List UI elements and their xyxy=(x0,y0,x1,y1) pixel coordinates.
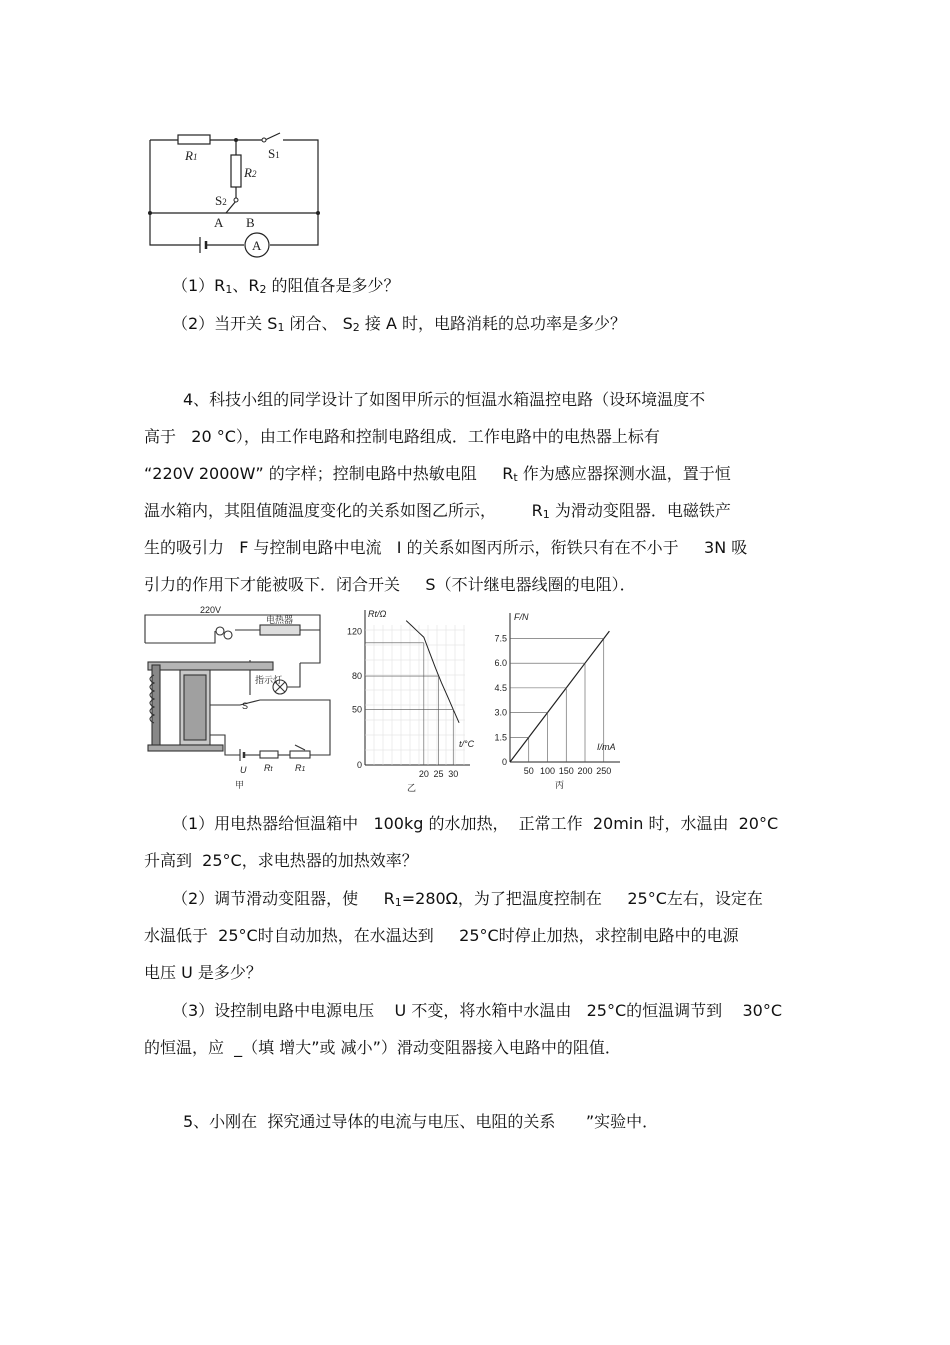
rheostat-r1 xyxy=(290,751,310,758)
caption-bing: 丙 xyxy=(555,780,565,790)
x-tick-label: 200 xyxy=(577,766,593,776)
q3-part2: （2）当开关 S1 闭合、 S2 接 A 时，电路消耗的总功率是多少？ xyxy=(172,314,626,334)
x-axis-label: I/mA xyxy=(597,742,616,752)
chart-yi xyxy=(345,605,475,800)
q4-question-1b: 升高到 25°C，求电热器的加热效率？ xyxy=(144,851,418,870)
heater xyxy=(260,625,300,635)
label-s2: S2 xyxy=(215,193,227,208)
resistor-r1 xyxy=(178,135,210,144)
q3-part1: （1）R1、R2 的阻值各是多少？ xyxy=(172,276,400,296)
x-tick-label: 25 xyxy=(433,769,444,779)
label-r2: R2 xyxy=(244,165,257,180)
rt-curve xyxy=(406,621,459,723)
r1-label: R1 xyxy=(295,763,306,773)
q4-line-3: “220V 2000W” 的字样；控制电路中热敏电阻 Rt 作为感应器探测水温，置于恒 xyxy=(144,464,731,484)
q4-line-4: 温水箱内，其阻值随温度变化的关系如图乙所示， R1 为滑动变阻器．电磁铁产 xyxy=(144,501,731,521)
x-axis-label: t/°C xyxy=(459,739,475,749)
q4-line-2: 高于 20 °C），由工作电路和控制电路组成．工作电路中的电热器上标有 xyxy=(144,427,660,446)
label-b: B xyxy=(246,215,255,230)
y-tick-label: 6.0 xyxy=(494,658,507,669)
y-tick-label: 1.5 xyxy=(494,732,507,743)
x-tick-label: 150 xyxy=(558,766,574,776)
x-tick-label: 30 xyxy=(448,769,459,779)
y-tick-label: 3.0 xyxy=(494,707,507,718)
y-tick-label: 50 xyxy=(351,704,362,715)
q4-question-3a: （3）设控制电路中电源电压 U 不变，将水箱中水温由 25°C的恒温调节到 30°C xyxy=(172,1001,782,1020)
y-tick-label: 0 xyxy=(501,757,507,767)
q5-text: 5、小刚在 探究通过导体的电流与电压、电阻的关系 ”实验中． xyxy=(183,1112,659,1131)
ammeter-label: A xyxy=(252,238,262,253)
label-r1: R1 xyxy=(185,148,198,163)
q4-question-2a: （2）调节滑动变阻器，使 R1=280Ω，为了把温度控制在 25°C左右，设定在 xyxy=(172,889,763,909)
q4-question-2b: 水温低于 25°C时自动加热，在水温达到 25°C时停止加热，求控制电路中的电源 xyxy=(144,926,739,945)
q4-question-3b: 的恒温，应 _（填 增大”或 减小”）滑动变阻器接入电路中的阻值． xyxy=(144,1038,621,1057)
y-tick-label: 7.5 xyxy=(494,633,507,644)
rt-label: Rt xyxy=(264,763,273,773)
resistor-r2 xyxy=(231,155,241,187)
chart-bing xyxy=(490,605,630,800)
y-tick-label: 120 xyxy=(346,626,362,637)
y-axis-label: Rt/Ω xyxy=(368,609,387,619)
q4-line-6: 引力的作用下才能被吸下．闭合开关 S（不计继电器线圈的电阻）． xyxy=(144,575,636,594)
y-axis-label: F/N xyxy=(514,612,529,622)
label-s1: S1 xyxy=(268,146,280,161)
circuit-diagram-1 xyxy=(140,125,330,260)
y-tick-label: 4.5 xyxy=(494,682,507,693)
lamp-label: 指示灯 xyxy=(255,675,283,685)
thermistor-rt xyxy=(260,751,278,758)
q4-question-2c: 电压 U 是多少？ xyxy=(144,963,262,982)
y-tick-label: 0 xyxy=(356,760,362,770)
switch-label: S xyxy=(242,701,249,711)
caption-yi: 乙 xyxy=(407,783,417,793)
figure-jia-circuit xyxy=(140,605,350,795)
x-tick-label: 20 xyxy=(418,769,429,779)
f-i-line xyxy=(510,631,609,762)
q4-question-1a: （1）用电热器给恒温箱中 100kg 的水加热， 正常工作 20min 时，水温由 20°C xyxy=(172,814,779,833)
q4-line-1: 4、科技小组的同学设计了如图甲所示的恒温水箱温控电路（设环境温度不 xyxy=(183,390,706,409)
x-tick-label: 250 xyxy=(596,766,612,776)
x-tick-label: 100 xyxy=(539,766,556,776)
voltage-label: 220V xyxy=(200,605,222,615)
x-tick-label: 50 xyxy=(523,766,534,776)
y-tick-label: 80 xyxy=(351,671,362,682)
caption-jia: 甲 xyxy=(235,780,245,790)
u-label: U xyxy=(240,765,247,775)
q4-line-5: 生的吸引力 F 与控制电路中电流 I 的关系如图丙所示，衔铁只有在不小于 3N 吸 xyxy=(144,538,748,557)
label-a: A xyxy=(214,215,224,230)
heater-label: 电热器 xyxy=(266,615,294,625)
